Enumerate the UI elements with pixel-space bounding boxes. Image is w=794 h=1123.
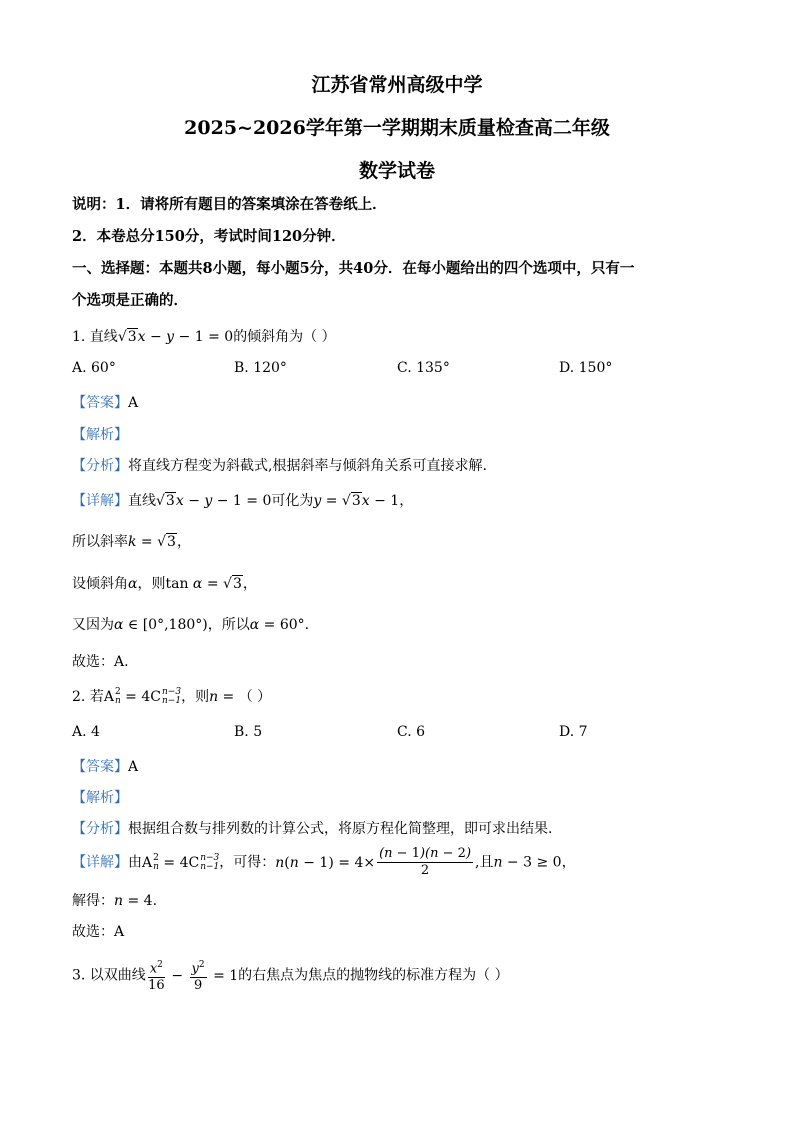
range-text-c: . (304, 617, 310, 633)
range-expression: α ∈ [0°,180°) (114, 617, 208, 633)
detail-condition: n − 3 ≥ 0 (493, 854, 562, 871)
angle-text-c: ， (242, 576, 257, 592)
solve-result: n = 4 (114, 893, 153, 909)
question-3 (72, 957, 509, 994)
q2-prefix: 2. 若 (72, 689, 104, 705)
q2-solve (72, 890, 157, 910)
q1-analysis (72, 424, 128, 444)
q1-angle-line (72, 573, 257, 593)
section-1-heading-cont: 个选项是正确的． (72, 292, 188, 309)
q2-equation: A 2 n = 4C n−3 n−1 (103, 687, 182, 706)
slope-text: 所以斜率 (72, 534, 128, 550)
detail-text-3: ,且 (475, 854, 494, 871)
q2-choose: 故选：A (72, 924, 125, 940)
fenxi-text: 根据组合数与排列数的计算公式，将原方程化简整理，即可求出结果. (128, 821, 553, 837)
q2-option-a: A. 4 (72, 724, 100, 740)
solve-end: . (152, 893, 158, 909)
section-1-heading: 一、选择题：本题共8小题，每小题5分，共40分．在每小题给出的四个选项中，只有一 (72, 260, 635, 277)
detail-equation: A 2 n = 4C n−3 n−1 (142, 852, 220, 872)
answer-value: A (128, 759, 139, 775)
detail-text: 由 (128, 854, 142, 871)
fenxi-tag: 【分析】 (72, 821, 128, 837)
range-text-a: 又因为 (72, 617, 114, 633)
detail-text-3: ， (399, 493, 414, 509)
answer-value: A (128, 395, 139, 411)
q1-slope-line (72, 531, 191, 551)
q2-option-b: B. 5 (234, 724, 263, 740)
tan-expression: tan α = √3 (165, 576, 242, 592)
detail-text-2: 可化为 (271, 493, 314, 509)
detail-text-2: ，可得： (219, 854, 276, 871)
q3-hyperbola: $\frac{x^2}{16}$ − $\frac{y^2}{9}$ = 1 (146, 968, 238, 984)
q2-variable: n = (209, 689, 239, 705)
q2-option-d: D. 7 (559, 724, 588, 740)
answer-tag: 【答案】 (72, 395, 128, 411)
fenxi-tag: 【分析】 (72, 458, 128, 474)
school-title: 江苏省常州高级中学 (311, 74, 483, 96)
slope-expression: k = √3 (128, 534, 176, 550)
exam-title: 2025~2026学年第一学期期末质量检查高二年级 (184, 117, 610, 139)
q1-fenxi (72, 455, 487, 475)
q1-choose: 故选：A. (72, 654, 129, 670)
q1-option-b: B. 120° (234, 360, 287, 376)
fenxi-text: 将直线方程变为斜截式,根据斜率与倾斜角关系可直接求解. (128, 458, 487, 474)
note-2: 2．本卷总分150分，考试时间120分钟． (72, 228, 346, 245)
q2-suffix-2: （ ） (238, 689, 272, 705)
angle-text-a: 设倾斜角 (72, 576, 128, 592)
slope-end: ， (176, 534, 191, 550)
q1-prefix: 1. 直线 (72, 329, 118, 345)
q1-option-a: A. 60° (72, 360, 116, 376)
q2-suffix: ，则 (181, 689, 210, 705)
answer-tag: 【答案】 (72, 759, 128, 775)
q1-detail (72, 490, 413, 510)
q2-detail (72, 846, 576, 879)
q2-answer (72, 756, 138, 776)
result-expression: α = 60° (249, 617, 305, 633)
q2-fenxi (72, 818, 552, 838)
analysis-tag: 【解析】 (72, 790, 128, 806)
q1-option-c: C. 135° (397, 360, 450, 376)
q2-analysis (72, 787, 128, 807)
note-1: 说明：1．请将所有题目的答案填涂在答卷纸上． (72, 196, 387, 213)
detail-tag: 【详解】 (72, 493, 128, 509)
detail-expansion: n(n − 1) = 4× $\frac{(n - 1)(n - 2)}{2}$ (275, 846, 472, 878)
q1-suffix: 的倾斜角为（ ） (233, 329, 336, 345)
q1-range-line (72, 614, 309, 634)
q1-answer (72, 392, 138, 412)
detail-text: 直线 (128, 493, 156, 509)
analysis-tag: 【解析】 (72, 427, 128, 443)
q1-option-d: D. 150° (559, 360, 613, 376)
alpha-symbol: α (128, 576, 138, 592)
solve-text: 解得： (72, 893, 114, 909)
range-text-b: ，所以 (207, 617, 250, 633)
detail-equation: √3x − y − 1 = 0 (156, 493, 272, 509)
q2-option-c: C. 6 (397, 724, 426, 740)
subject-title: 数学试卷 (358, 160, 435, 182)
detail-tag: 【详解】 (72, 854, 128, 871)
detail-text-4: ， (561, 854, 576, 871)
angle-text-b: ，则 (137, 576, 166, 592)
question-1 (72, 326, 336, 346)
q3-suffix: 的右焦点为焦点的抛物线的标准方程为（ ） (238, 967, 509, 984)
detail-slope-form: y = √3x − 1 (313, 493, 400, 509)
q1-equation: √3x − y − 1 = 0 (117, 329, 234, 345)
q3-prefix: 3. 以双曲线 (72, 967, 146, 984)
question-2 (72, 686, 271, 706)
